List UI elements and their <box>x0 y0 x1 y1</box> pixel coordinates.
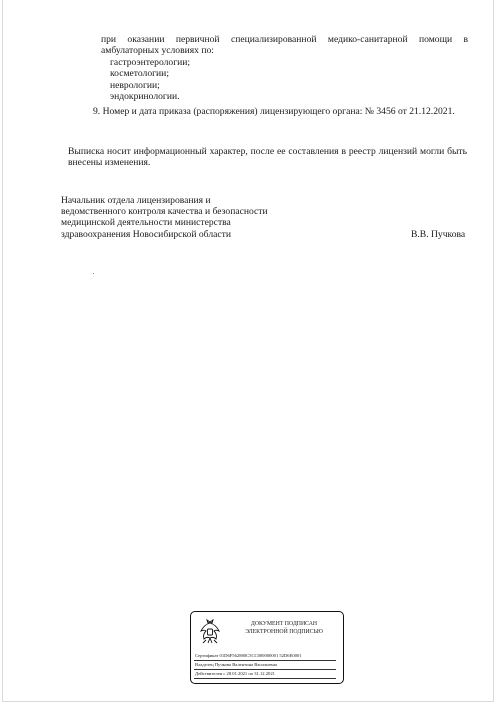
stamp-divider <box>194 678 336 679</box>
order-number-line: 9. Номер и дата приказа (распоряжения) лицензирующего органа: № 3456 от 21.12.2021. <box>93 106 455 117</box>
certificate-number: Сертификат 01D6F562880C5CC000000001 52D6E0001 <box>195 653 302 658</box>
note-line: внесены изменения. <box>68 157 151 168</box>
signatory-title-line: здравоохранения Новосибирской области <box>61 229 231 240</box>
signatory-title-line: медицинской деятельности министерства <box>61 217 231 228</box>
certificate-owner: Владелец Пучкова Валентина Васильевна <box>195 662 277 667</box>
stamp-divider <box>194 660 336 661</box>
paragraph-line: при оказании первичной специализированной медико-санитарной помощи в <box>101 34 468 45</box>
list-item: косметологии; <box>110 68 169 79</box>
list-item: эндокринологии. <box>110 91 180 102</box>
stamp-heading: ЭЛЕКТРОННОЙ ПОДПИСЬЮ <box>245 629 323 635</box>
signatory-title-line: Начальник отдела лицензирования и <box>61 195 211 206</box>
signatory-title-line: ведомственного контроля качества и безопасности <box>61 206 268 217</box>
scan-speck <box>93 273 94 274</box>
note-line: Выписка носит информационный характер, после ее составления в реестр лицензий могли быть <box>68 146 467 157</box>
stamp-divider <box>194 669 336 670</box>
electronic-signature-stamp <box>190 611 344 684</box>
coat-of-arms-emblem-icon <box>197 618 223 646</box>
paragraph-line: амбулаторных условиях по: <box>101 45 214 56</box>
stamp-heading: ДОКУМЕНТ ПОДПИСАН <box>250 621 318 627</box>
certificate-validity: Действителен с 28.01.2021 по 31.12.2021 <box>195 671 275 676</box>
signatory-name: В.В. Пучкова <box>411 229 466 240</box>
list-item: неврологии; <box>110 80 160 91</box>
list-item: гастроэнтерологии; <box>110 57 191 68</box>
